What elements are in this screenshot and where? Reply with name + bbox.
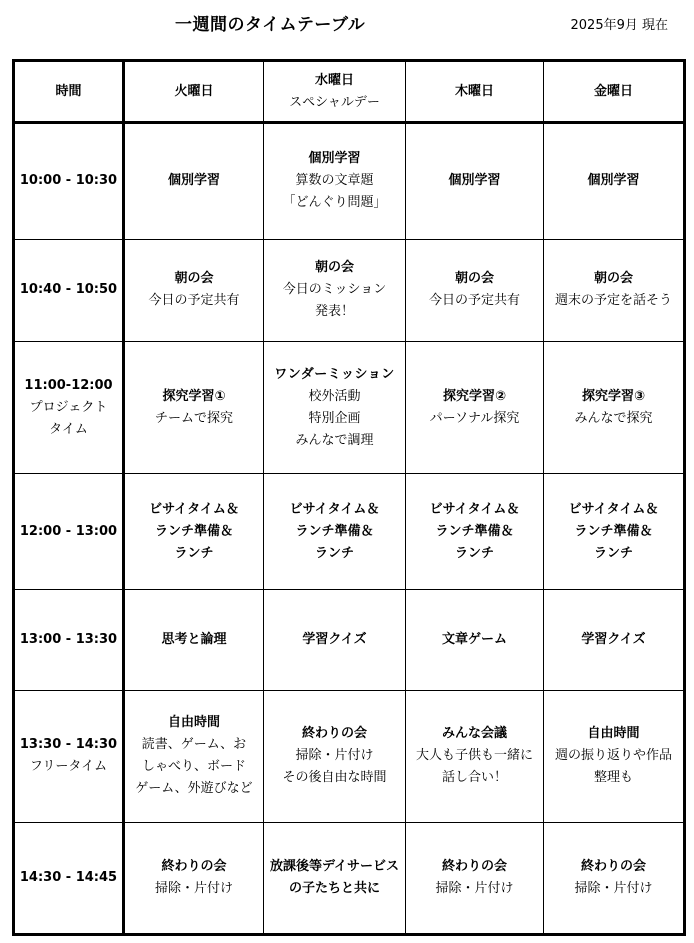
activity-title: 終わりの会 — [161, 858, 227, 874]
time-range: 10:00 - 10:30 — [19, 173, 118, 189]
as-of-date: 2025年9月 現在 — [570, 18, 668, 33]
cell-wednesday — [264, 123, 406, 239]
activity-title: 個別学習 — [448, 173, 501, 189]
activity-detail: チームで探究 — [154, 410, 233, 426]
activity-title: 思考と論理 — [161, 631, 227, 647]
activity-detail: 特別企画 — [308, 410, 361, 426]
cell-friday — [544, 239, 685, 341]
activity-detail: 掃除・片付け — [574, 880, 653, 896]
cell-wednesday — [264, 589, 406, 690]
time-cell — [14, 822, 124, 934]
cell-friday — [544, 341, 685, 473]
activity-title: ビサイタイム＆ ランチ準備＆ ランチ — [429, 501, 520, 561]
cell-friday — [544, 822, 685, 934]
page-title: 一週間のタイムテーブル — [175, 15, 366, 35]
time-range: 14:30 - 14:45 — [19, 869, 118, 885]
time-cell — [14, 691, 124, 822]
activity-detail: 掃除・片付け — [154, 880, 233, 896]
activity-detail: 算数の文章題 — [295, 173, 374, 189]
row-4 — [14, 589, 685, 690]
activity-title: 探究学習② — [442, 388, 506, 404]
activity-title: 放課後等デイサービス の子たちと共に — [269, 858, 400, 896]
time-label: プロジェクト タイム — [29, 399, 108, 437]
activity-title: 終わりの会 — [441, 858, 507, 874]
activity-detail: 週末の予定を話そう — [554, 293, 672, 309]
activity-detail: パーソナル探究 — [429, 410, 520, 426]
header-thursday: 木曜日 — [406, 61, 544, 123]
cell-friday — [544, 474, 685, 589]
activity-title: 自由時間 — [587, 726, 640, 742]
row-1 — [14, 239, 685, 341]
time-label: フリータイム — [29, 759, 108, 775]
activity-detail: 整理も — [593, 770, 633, 786]
activity-detail: 週の振り返りや作品 — [554, 748, 672, 764]
activity-title: ビサイタイム＆ ランチ準備＆ ランチ — [568, 501, 659, 561]
activity-detail: 大人も子供も一緒に — [415, 748, 533, 764]
row-5 — [14, 691, 685, 822]
activity-detail: 校外活動 — [308, 388, 361, 404]
cell-thursday — [406, 123, 544, 239]
header-wednesday: 水曜日 スペシャルデー — [264, 61, 406, 123]
row-0 — [14, 123, 685, 239]
time-cell — [14, 123, 124, 239]
cell-friday — [544, 691, 685, 822]
activity-title: ビサイタイム＆ ランチ準備＆ ランチ — [289, 501, 380, 561]
cell-wednesday — [264, 341, 406, 473]
cell-wednesday — [264, 691, 406, 822]
activity-detail: 今日の予定共有 — [428, 293, 520, 309]
timetable — [12, 59, 686, 936]
activity-detail: 掃除・片付け — [435, 880, 514, 896]
activity-title: 自由時間 — [167, 715, 220, 731]
activity-title: 文章ゲーム — [441, 631, 507, 647]
row-2 — [14, 341, 685, 473]
cell-tuesday — [124, 123, 264, 239]
cell-friday — [544, 589, 685, 690]
cell-tuesday — [124, 239, 264, 341]
activity-detail: しゃべり、ボード — [141, 759, 246, 775]
activity-title: 学習クイズ — [581, 631, 646, 647]
activity-detail: 「どんぐり問題」 — [282, 195, 387, 211]
activity-title: 個別学習 — [167, 173, 220, 189]
time-range: 12:00 - 13:00 — [19, 523, 118, 539]
activity-detail: みんなで調理 — [295, 432, 374, 448]
time-cell — [14, 341, 124, 473]
activity-title: 朝の会 — [174, 271, 214, 287]
activity-detail: 発表！ — [314, 304, 354, 320]
cell-tuesday — [124, 341, 264, 473]
time-range: 11:00-12:00 — [24, 377, 113, 393]
cell-tuesday — [124, 589, 264, 690]
activity-detail: ゲーム、外遊びなど — [135, 781, 253, 797]
cell-tuesday — [124, 474, 264, 589]
header-row — [14, 61, 685, 123]
cell-friday — [544, 123, 685, 239]
time-range: 13:30 - 14:30 — [19, 737, 118, 753]
activity-detail: 今日のミッション — [282, 282, 387, 298]
time-range: 10:40 - 10:50 — [19, 282, 118, 298]
cell-thursday — [406, 474, 544, 589]
cell-thursday — [406, 239, 544, 341]
activity-title: ワンダーミッション — [274, 366, 395, 382]
cell-tuesday — [124, 822, 264, 934]
cell-thursday — [406, 691, 544, 822]
activity-title: 探究学習③ — [581, 388, 645, 404]
activity-title: 終わりの会 — [580, 858, 646, 874]
cell-thursday — [406, 822, 544, 934]
activity-title: 朝の会 — [454, 271, 494, 287]
activity-detail: その後自由な時間 — [282, 770, 387, 786]
time-cell — [14, 589, 124, 690]
activity-title: 学習クイズ — [302, 631, 367, 647]
activity-title: みんな会議 — [441, 726, 507, 742]
activity-title: 個別学習 — [587, 173, 640, 189]
activity-title: 朝の会 — [593, 271, 633, 287]
activity-detail: 今日の予定共有 — [148, 293, 240, 309]
row-3 — [14, 474, 685, 589]
activity-title: ビサイタイム＆ ランチ準備＆ ランチ — [149, 501, 239, 561]
activity-detail: 読書、ゲーム、お — [141, 737, 247, 753]
cell-thursday — [406, 341, 544, 473]
cell-wednesday — [264, 474, 406, 589]
activity-title: 個別学習 — [308, 151, 361, 167]
header-friday: 金曜日 — [544, 61, 685, 123]
cell-wednesday — [264, 822, 406, 934]
activity-title: 探究学習① — [162, 388, 226, 404]
activity-detail: みんなで探究 — [574, 410, 653, 426]
header-tuesday: 火曜日 — [124, 61, 264, 123]
cell-thursday — [406, 589, 544, 690]
header-wednesday-sub: スペシャルデー — [289, 94, 380, 110]
activity-title: 朝の会 — [314, 260, 354, 276]
row-6 — [14, 822, 685, 934]
activity-title: 終わりの会 — [301, 726, 367, 742]
cell-tuesday — [124, 691, 264, 822]
cell-wednesday — [264, 239, 406, 341]
activity-detail: 話し合い！ — [441, 770, 507, 786]
time-cell — [14, 239, 124, 341]
time-cell — [14, 474, 124, 589]
header-time: 時間 — [14, 61, 124, 123]
activity-detail: 掃除・片付け — [295, 748, 374, 764]
time-range: 13:00 - 13:30 — [19, 631, 118, 647]
